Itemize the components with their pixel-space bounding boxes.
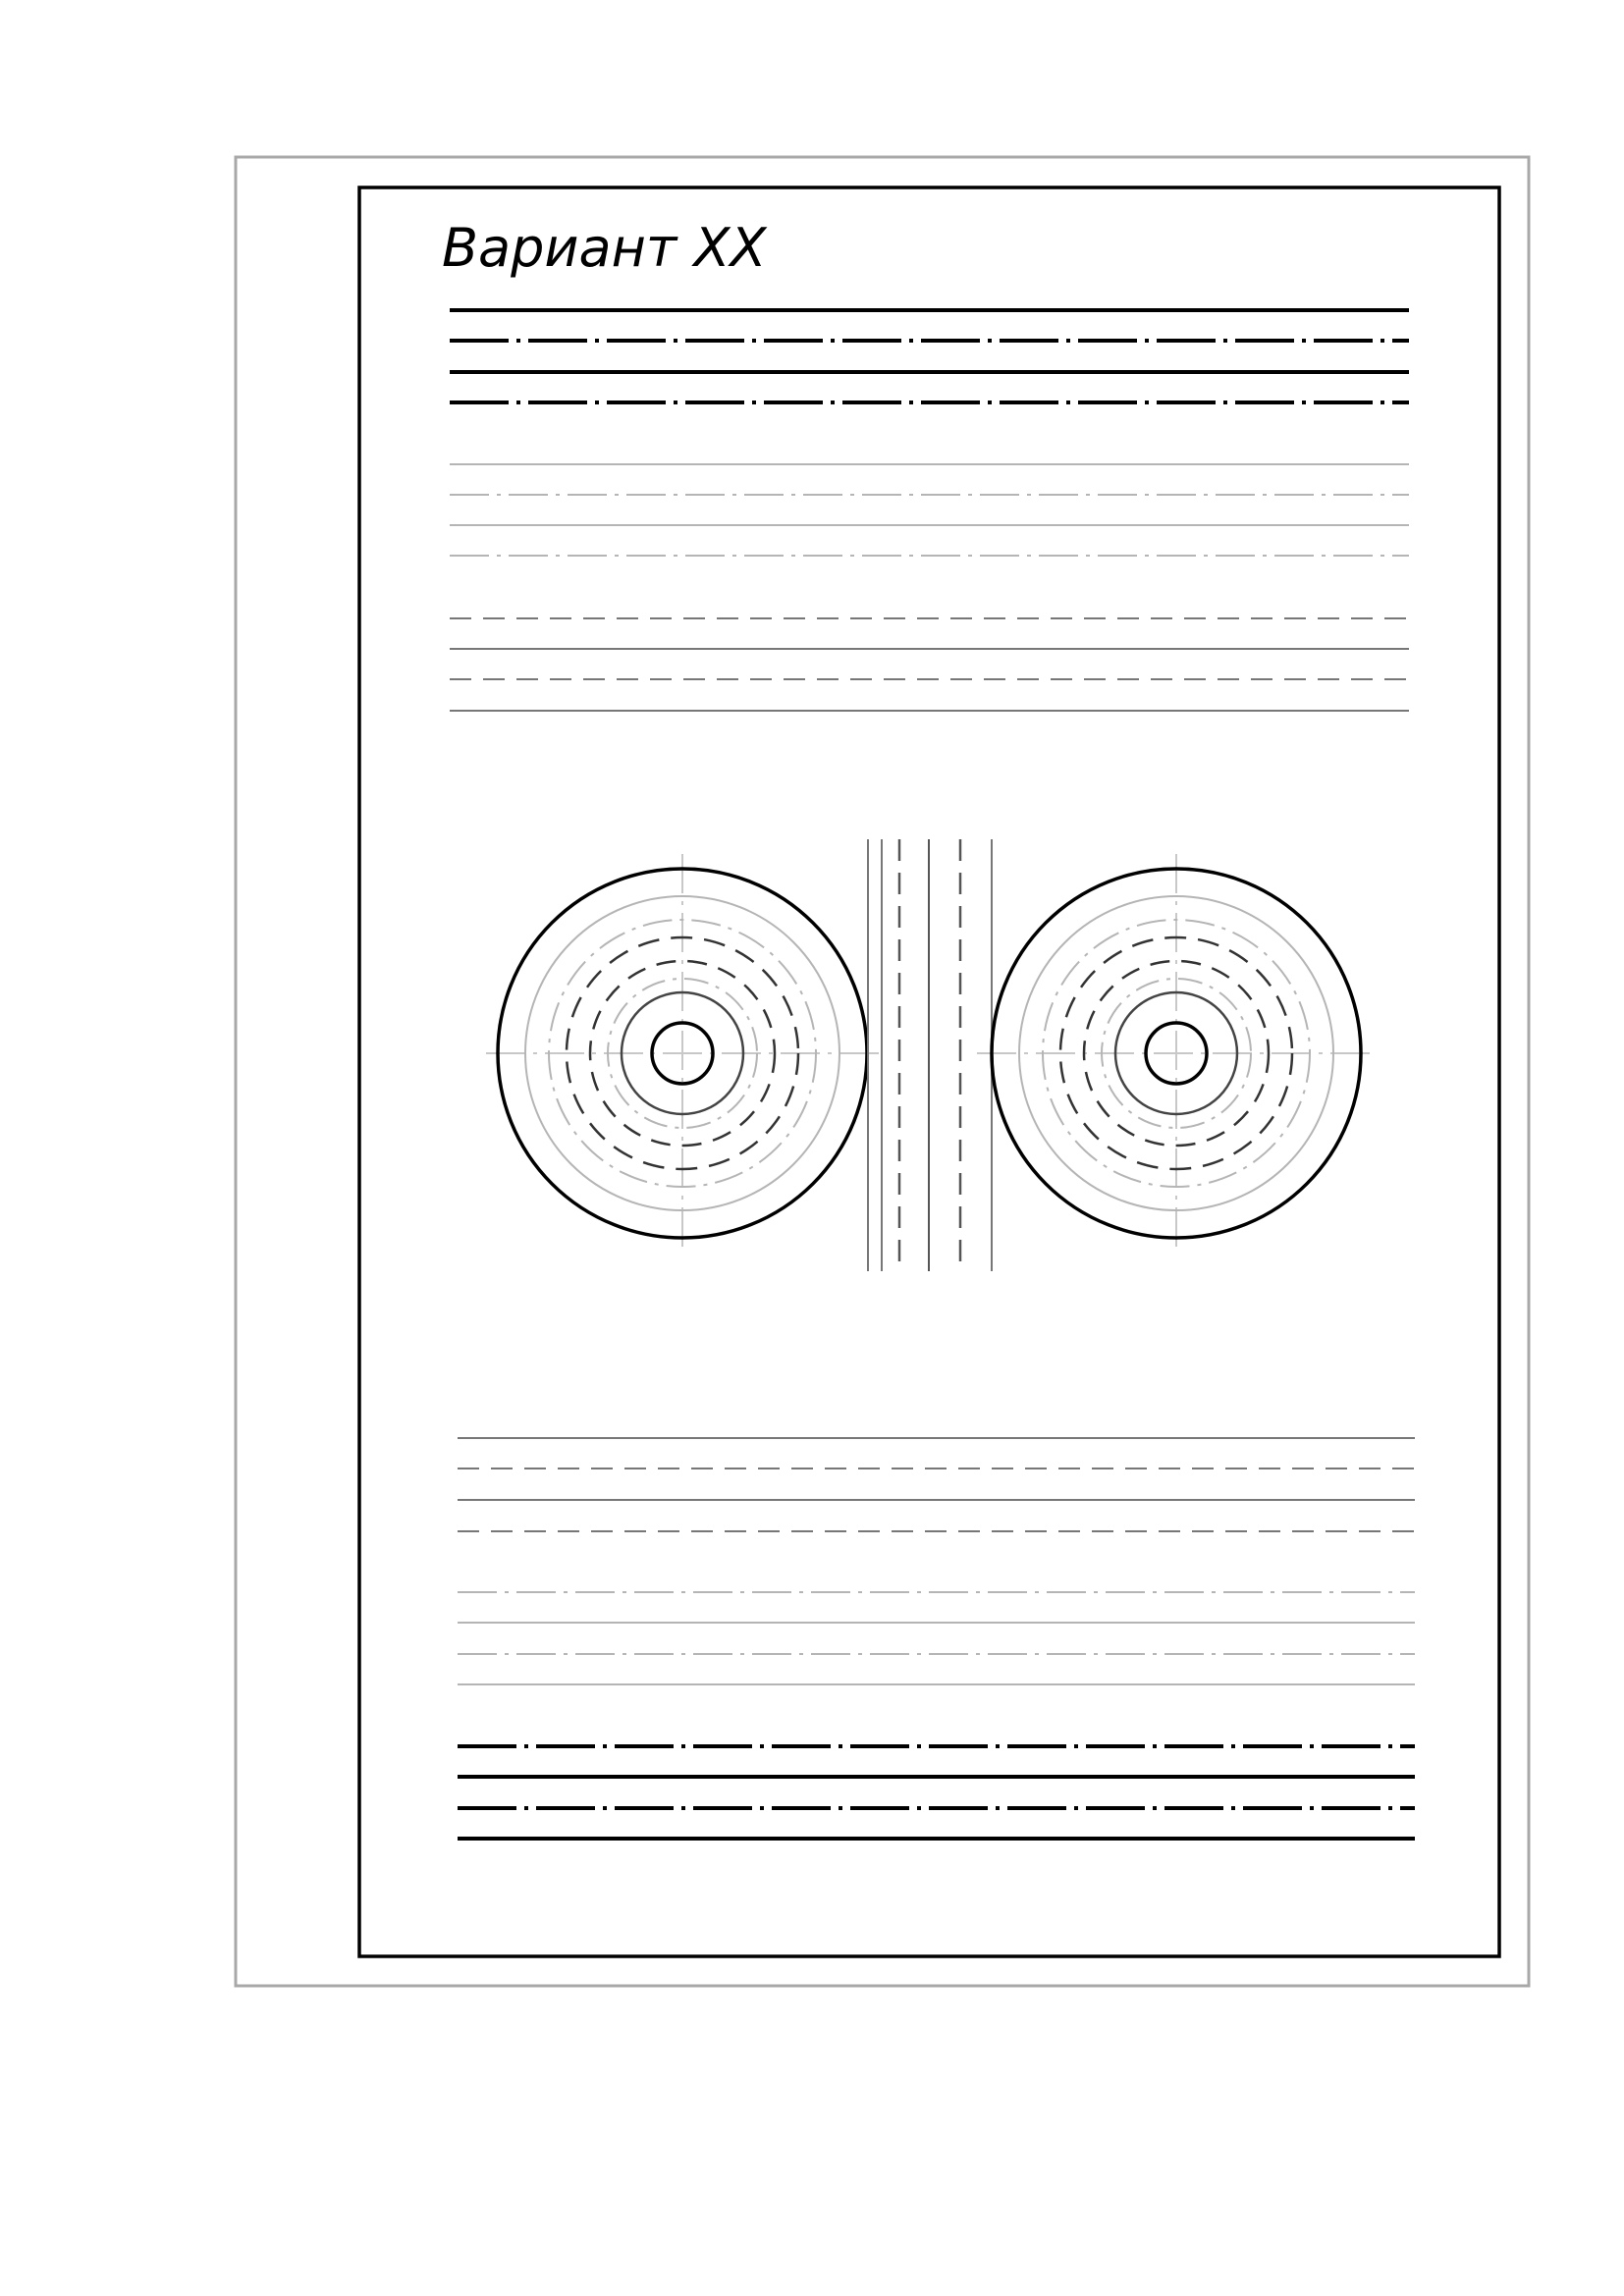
variant-title: Вариант XX	[442, 217, 767, 279]
